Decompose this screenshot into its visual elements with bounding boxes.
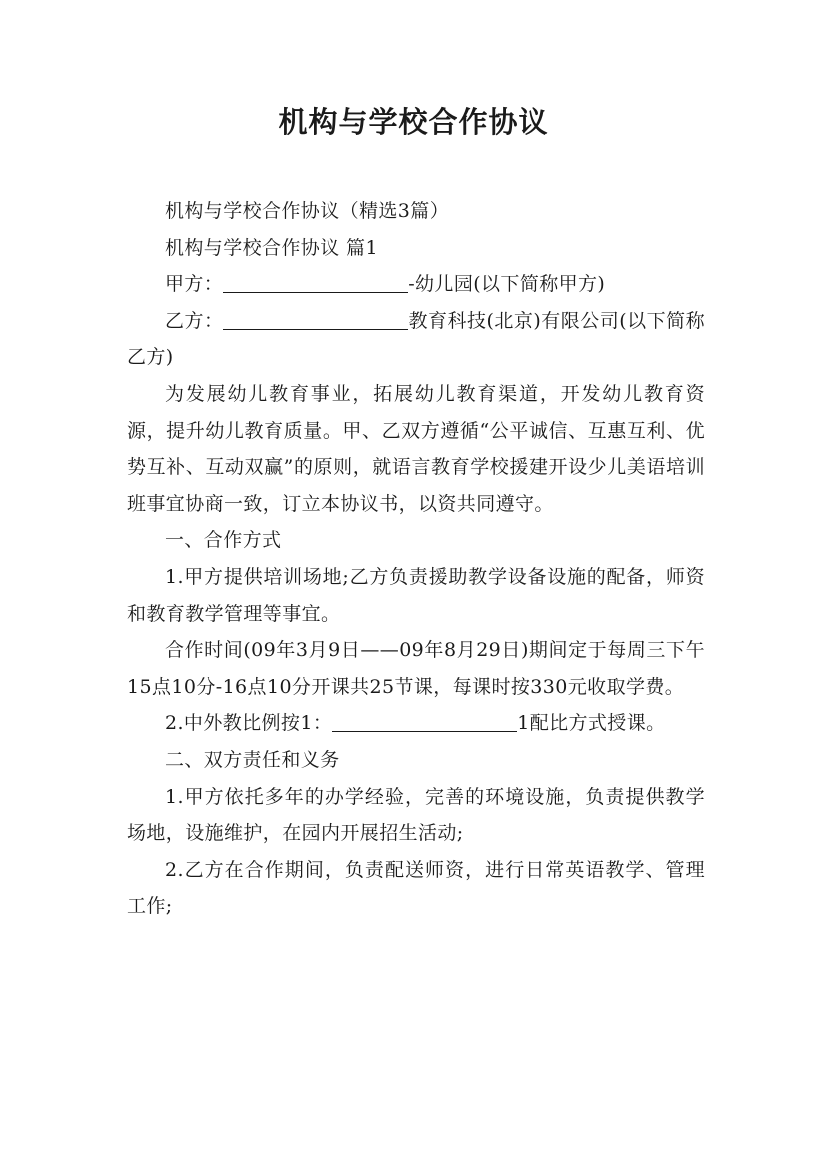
party-a-blank-line: [223, 272, 408, 293]
paragraph-schedule: 合作时间(09年3月9日——09年8月29日)期间定于每周三下午15点10分-16点10分开课共25节课，每课时按330元收取学费。: [127, 639, 705, 698]
paragraph-party-a: [127, 266, 705, 303]
paragraph-clause-2: [127, 705, 705, 742]
document-body: [127, 193, 705, 925]
ratio-blank-line: [332, 711, 517, 732]
party-b-name: 教育科技(北京)有限公司(以下简称乙方): [127, 309, 705, 369]
document-title: 机构与学校合作协议: [278, 105, 549, 139]
party-b-label: 乙方：: [165, 309, 224, 332]
paragraph-heading-cooperation: 一、合作方式: [165, 529, 282, 552]
paragraph-section-heading: 机构与学校合作协议 篇1: [165, 236, 378, 259]
party-a-name: -幼儿园(以下简称甲方): [408, 273, 606, 296]
party-a-label: 甲方：: [165, 273, 224, 296]
paragraph-preamble: 为发展幼儿教育事业，拓展幼儿教育渠道，开发幼儿教育资源，提升幼儿教育质量。甲、乙双方遵循“公平诚信、互惠互利、优势互补、互动双赢”的原则，就语言教育学校援建开设少儿美语培训班事宜协商一致，订立本协议书，以资共同遵守。: [127, 382, 705, 515]
ratio-label: 2.中外教比例按1：: [165, 712, 333, 735]
paragraph-subtitle: 机构与学校合作协议（精选3篇）: [165, 200, 450, 222]
paragraph-duty-2: 2.乙方在合作期间，负责配送师资，进行日常英语教学、管理工作;: [127, 858, 705, 918]
paragraph-heading-duties: 二、双方责任和义务: [165, 748, 340, 771]
party-b-blank-line: [223, 309, 408, 330]
paragraph-duty-1: 1.甲方依托多年的办学经验，完善的环境设施，负责提供教学场地，设施维护，在园内开展招生活动;: [127, 785, 705, 845]
paragraph-party-b: [127, 303, 705, 376]
ratio-suffix: 1配比方式授课。: [517, 712, 666, 735]
paragraph-clause-1: 1.甲方提供培训场地;乙方负责援助教学设备设施的配备，师资和教育教学管理等事宜。: [127, 565, 705, 625]
